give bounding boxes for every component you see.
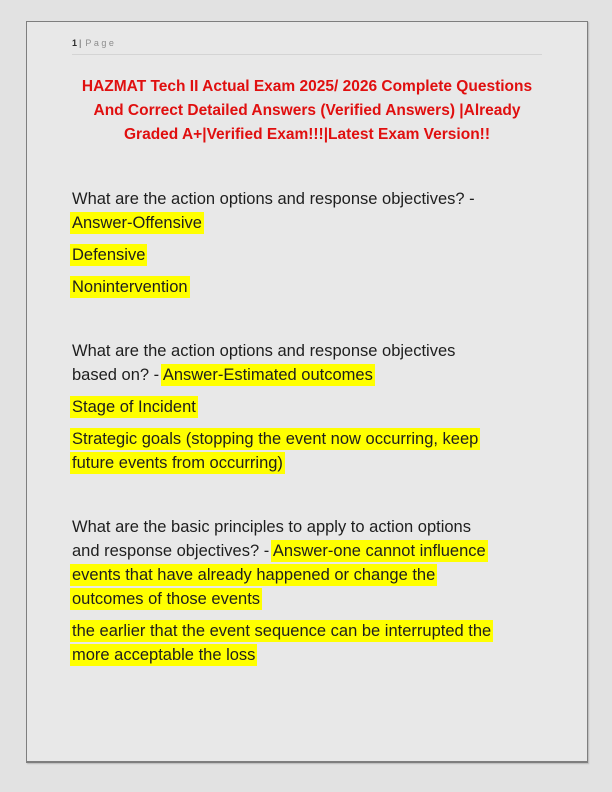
paragraph bbox=[72, 187, 542, 235]
text-line bbox=[72, 427, 542, 451]
text-line bbox=[72, 587, 542, 611]
answer-highlight: the earlier that the event sequence can be interrupted the bbox=[72, 622, 492, 640]
text-line bbox=[72, 339, 542, 363]
text-line bbox=[72, 211, 542, 235]
paragraph bbox=[72, 515, 542, 611]
paragraph-spacer bbox=[72, 307, 542, 331]
question-text: What are the action options and response objectives bbox=[72, 342, 456, 360]
question-text: What are the action options and response objectives? - bbox=[72, 190, 475, 208]
text-line bbox=[72, 539, 542, 563]
answer-highlight: Stage of Incident bbox=[72, 398, 196, 416]
page-header bbox=[72, 37, 542, 55]
paragraph bbox=[72, 243, 542, 267]
answer-highlight: Strategic goals (stopping the event now occurring, keep bbox=[72, 430, 479, 448]
text-line bbox=[72, 243, 542, 267]
paragraph bbox=[72, 275, 542, 299]
page-label: Page bbox=[85, 38, 117, 48]
answer-highlight: Defensive bbox=[72, 246, 146, 264]
text-line bbox=[72, 187, 542, 211]
question-text: based on? - bbox=[72, 366, 163, 384]
text-line bbox=[72, 619, 542, 643]
header-separator: | bbox=[79, 38, 82, 48]
question-text: and response objectives? - bbox=[72, 542, 273, 560]
text-line bbox=[72, 275, 542, 299]
answer-highlight: Nonintervention bbox=[72, 278, 188, 296]
answer-highlight: events that have already happened or change the bbox=[72, 566, 436, 584]
paragraph bbox=[72, 339, 542, 387]
answer-highlight: Answer-Offensive bbox=[72, 214, 202, 232]
document-body bbox=[72, 187, 542, 667]
answer-highlight: Answer-Estimated outcomes bbox=[162, 366, 373, 384]
page-number: 1 bbox=[72, 38, 78, 48]
answer-highlight: outcomes of those events bbox=[72, 590, 261, 608]
text-line bbox=[72, 563, 542, 587]
text-line bbox=[72, 451, 542, 475]
text-line bbox=[72, 363, 542, 387]
document-title: HAZMAT Tech II Actual Exam 2025/ 2026 Complete Questions And Correct Detailed Answers (Verified Answers) |Already Graded A+|Verified Exam!!!|Latest Exam Version!! bbox=[81, 78, 533, 143]
text-line bbox=[72, 515, 542, 539]
paragraph bbox=[72, 395, 542, 419]
answer-highlight: more acceptable the loss bbox=[72, 646, 256, 664]
paragraph bbox=[72, 427, 542, 475]
document-page bbox=[26, 21, 588, 763]
text-line bbox=[72, 643, 542, 667]
question-text: What are the basic principles to apply to action options bbox=[72, 518, 471, 536]
answer-highlight: Answer-one cannot influence bbox=[272, 542, 486, 560]
paragraph bbox=[72, 619, 542, 667]
answer-highlight: future events from occurring) bbox=[72, 454, 283, 472]
text-line bbox=[72, 395, 542, 419]
paragraph-spacer bbox=[72, 483, 542, 507]
